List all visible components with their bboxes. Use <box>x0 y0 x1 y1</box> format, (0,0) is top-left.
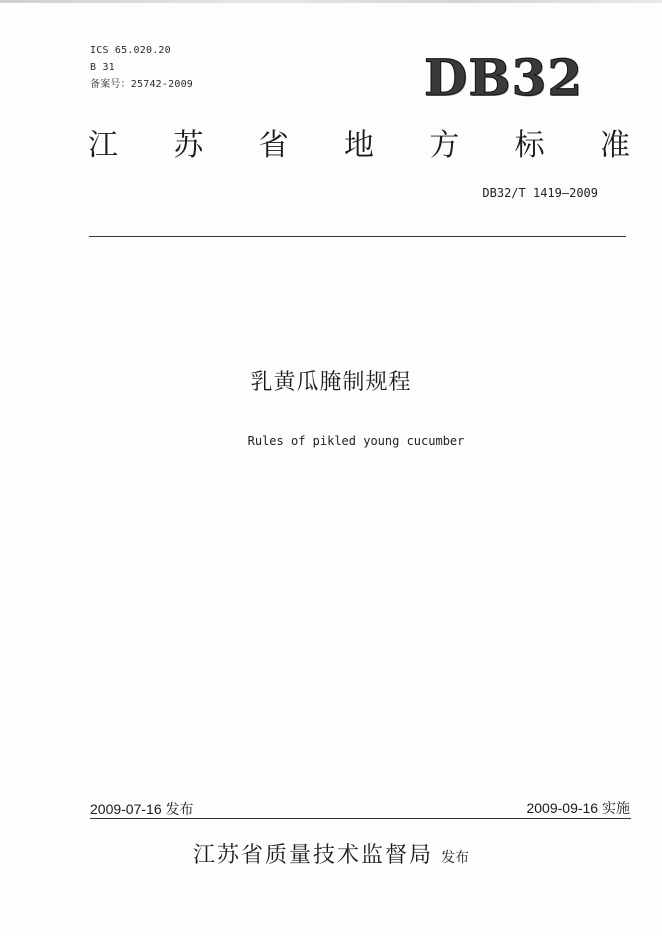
standard-type-char: 地 <box>343 128 374 163</box>
record-number: 备案号：25742-2009 <box>90 79 194 90</box>
standard-type-char: 江 <box>88 128 118 163</box>
db32-logo: DB32 <box>424 48 584 107</box>
standard-type-char: 方 <box>429 128 460 163</box>
ics-code: ICS 65.020.20 <box>90 45 171 56</box>
implementation-date: 2009-09-16 实施 <box>526 800 630 816</box>
scan-edge-shadow <box>0 0 662 3</box>
standard-type-char: 标 <box>514 128 545 163</box>
footer-divider <box>90 818 631 819</box>
document-title-chinese: 乳黄瓜腌制规程 <box>250 370 412 395</box>
issuing-authority <box>193 838 469 869</box>
issuer-organization: 江苏省质量技术监督局 <box>193 843 434 868</box>
standard-type-char: 苏 <box>173 128 204 163</box>
standard-number: DB32/T 1419—2009 <box>482 186 598 200</box>
issue-date: 2009-07-16 发布 <box>90 801 194 817</box>
header-divider <box>89 236 626 237</box>
ccs-code: B 31 <box>90 62 115 73</box>
standard-type-char: 省 <box>258 128 289 163</box>
issuer-verb: 发布 <box>441 850 470 866</box>
standard-type-char: 准 <box>599 128 630 163</box>
standard-type-heading <box>88 126 630 166</box>
document-title-english: Rules of pikled young cucumber <box>247 434 465 448</box>
classification-block <box>90 42 193 93</box>
